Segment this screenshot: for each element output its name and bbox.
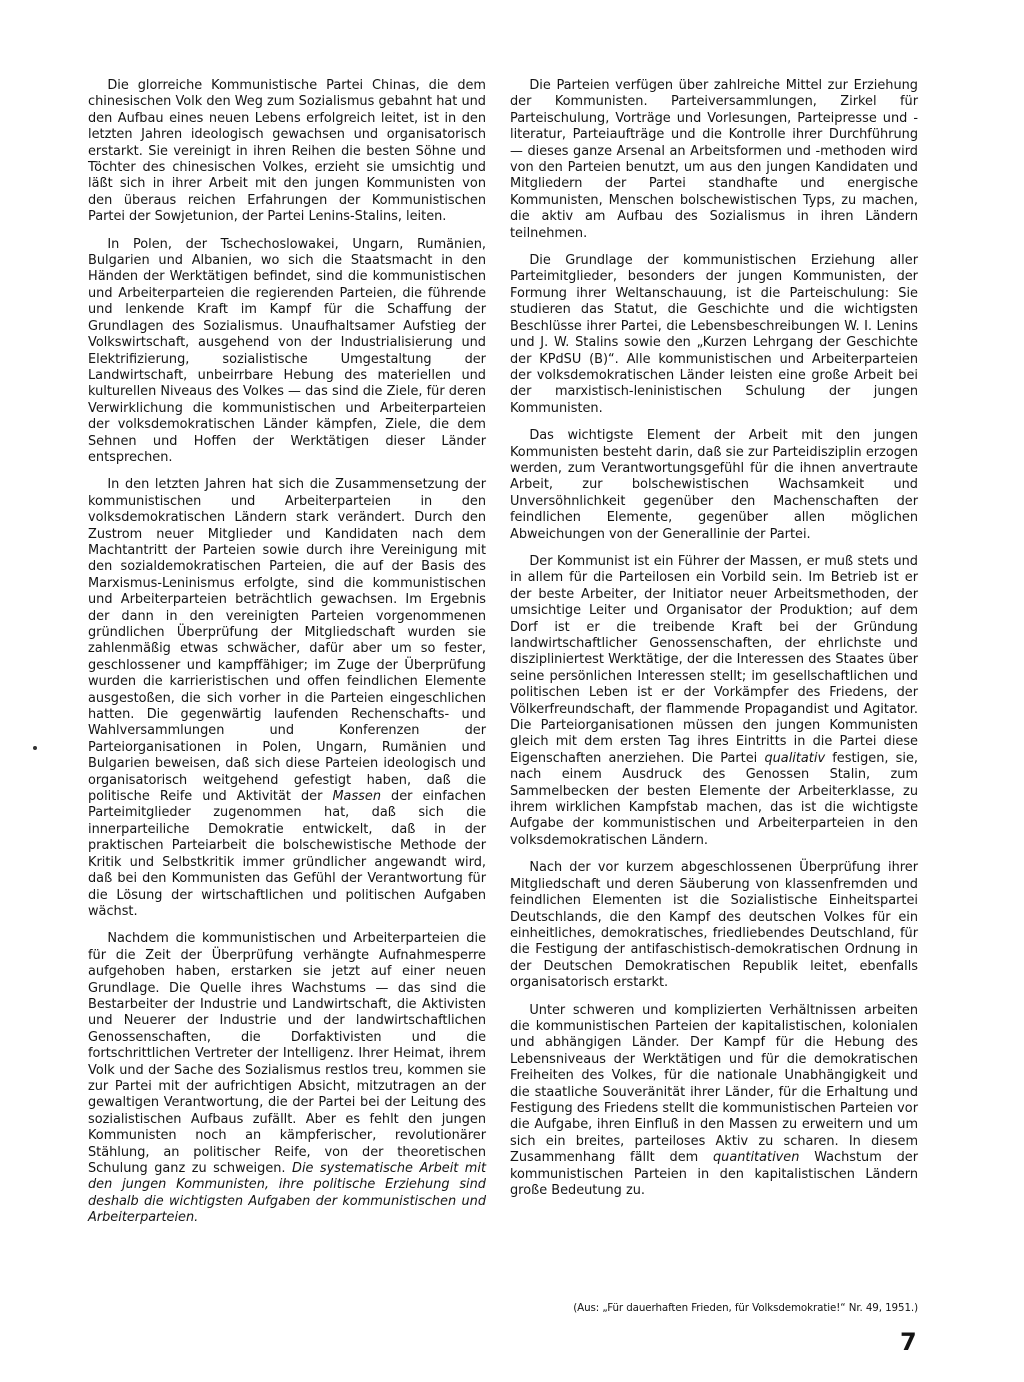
paragraph-text: festigen, sie, nach einem Ausdruck des Genossen Stalin, zum Sammelbecken der besten Elemente der Arbeiterklasse, zu ihrem wirklichen Kampfstab machen, das ist die wichtigste Aufgabe der kommunistischen und Arbeiterparteien in den volksdemokratischen Ländern. bbox=[510, 750, 918, 848]
paragraph-text: Nachdem die kommunistischen und Arbeiterparteien die für die Zeit der Überprüfung verhängte Aufnahmesperre aufgehoben haben, erstarken sie jetzt auf einer neuen Grundlage. Die Quelle ihres Wachstums — das sind die Bestarbeiter der Industrie und Landwirtschaft, die Aktivisten und Neuerer der Industrie und der landwirtschaftlichen Genossenschaften, die Dorfaktivisten und die fortschrittlichen Vertreter der Intelligenz. Ihrer Heimat, ihrem Volk und der Sache des Sozialismus restlos treu, kommen sie zur Partei mit der aufrichtigen Absicht, mitzutragen an der gewaltigen Verantwortung, die der Partei bei der Leitung des sozialistischen Aufbaus zufällt. Aber es fehlt den jungen Kommunisten noch an kämpferischer, revolutionärer Stählung, an politischer Reife, von der theoretischen Schulung ganz zu schweigen. bbox=[88, 931, 486, 1176]
paragraph: Das wichtigste Element der Arbeit mit den jungen Kommunisten besteht darin, daß sie zur Parteidisziplin erzogen werden, zum Verantwortungsgefühl für die ihnen anvertraute Arbeit, zur bolschewistischen Wachsamkeit und Unversöhnlichkeit gegenüber den Machenschaften der feindlichen Elemente, gegenüber allen möglichen Abweichungen von der Generallinie der Partei. bbox=[510, 428, 918, 542]
paragraph: Die Parteien verfügen über zahlreiche Mittel zur Erziehung der Kommunisten. Parteiversammlungen, Zirkel für Parteischulung, Vorträge und Vorlesungen, Parteipresse und -literatur, Parteiaufträge und die Kontrolle ihrer Durchführung — dieses ganze Arsenal an Arbeitsformen und -methoden wird von den Parteien benutzt, um aus den jungen Kandidaten und Mitgliedern der Partei standhafte und energische Kommunisten, Menschen bolschewistischen Typs, zu machen, die aktiv am Aufbau des Sozialismus in ihren Ländern teilnehmen. bbox=[510, 78, 918, 241]
emphasis-text: Die systematische Arbeit mit den jungen Kommunisten, ihre politische Erziehung sind deshalb die wichtigsten Aufgaben der kommunistischen und Arbeiterparteien. bbox=[88, 1161, 486, 1226]
paragraph bbox=[510, 554, 918, 849]
emphasis-text: quantitativen bbox=[713, 1150, 800, 1166]
paragraph bbox=[510, 1003, 918, 1200]
paragraph: In Polen, der Tschechoslowakei, Ungarn, Rumänien, Bulgarien und Albanien, wo sich die Staatsmacht in den Händen der Werktätigen befindet, sind die kommunistischen und Arbeiterparteien die regierenden Parteien, die führende und lenkende Kraft im Kampf für die Schaffung der Grundlagen des Sozialismus. Unaufhaltsamer Aufstieg der Volkswirtschaft, ausgehend von der Industrialisierung und Elektrifizierung, sozialistische Umgestaltung der Landwirtschaft, unbeirrbare Hebung des materiellen und kulturellen Niveaus des Volkes — das sind die Ziele, für deren Verwirklichung die kommunistischen und Arbeiterparteien der volksdemokratischen Länder kämpfen, Ziele, die dem Sehnen und Hoffen der Werktätigen dieser Länder entsprechen. bbox=[88, 236, 486, 465]
print-speck bbox=[33, 746, 37, 750]
paragraph bbox=[88, 931, 486, 1226]
emphasis-text: qualitativ bbox=[764, 750, 826, 766]
paragraph bbox=[88, 477, 486, 920]
source-citation: (Aus: „Für dauerhaften Frieden, für Volksdemokratie!“ Nr. 49, 1951.) bbox=[573, 1302, 918, 1314]
paragraph: Die Grundlage der kommunistischen Erziehung aller Parteimitglieder, besonders der jungen Kommunisten, der Formung ihrer Weltanschauung, ist die Parteischulung: Sie studieren das Statut, die Geschichte und die wichtigsten Beschlüsse ihrer Partei, die Lebensbeschreibungen W. I. Lenins und J. W. Stalins sowie den „Kurzen Lehrgang der Geschichte der KPdSU (B)“. Alle kommunistischen und Arbeiterparteien der volksdemokratischen Länder leisten eine große Arbeit bei der marxistisch-leninistischen Schulung der jungen Kommunisten. bbox=[510, 253, 918, 416]
paragraph-text: der einfachen Parteimitglieder zugenommen hat, daß sich die innerparteiliche Demokratie entwickelt, daß in der praktischen Parteiarbeit die bolschewistische Methode der Kritik und Selbstkritik immer gründlicher angewandt wird, daß bei den Kommunisten das Gefühl der Verantwortung für die Lösung der wirtschaftlichen und politischen Aufgaben wächst. bbox=[88, 789, 486, 919]
paragraph-text: In den letzten Jahren hat sich die Zusammensetzung der kommunistischen und Arbeiterparteien in den volksdemokratischen Ländern stark verändert. Durch den Zustrom neuer Mitglieder und Kandidaten nach dem Machtantritt der Parteien sowie durch ihre Vereinigung mit den sozialdemokratischen Parteien, die auf der Basis des Marxismus-Leninismus erfolgte, sind die kommunistischen und Arbeiterparteien beträchtlich gewachsen. Im Ergebnis der dann in den vereinigten Parteien vorgenommenen gründlichen Überprüfung der Mitgliedschaft wurden sie zahlenmäßig etwas schwächer, dafür aber um so fester, geschlossener und kampffähiger; im Zuge der Überprüfung wurden die karrieristischen und offen feindlichen Elemente ausgestoßen, die sich vorher in die Parteien eingeschlichen hatten. Die gegenwärtig laufenden Rechenschafts- und Wahlversammlungen und Konferenzen der Parteiorganisationen in Polen, Ungarn, Rumänien und Bulgarien beweisen, daß sich diese Parteien ideologisch und organisatorisch weitgehend gefestigt haben, daß die politische Reife und Aktivität der bbox=[88, 477, 486, 805]
paragraph: Die glorreiche Kommunistische Partei Chinas, die dem chinesischen Volk den Weg zum Sozialismus gebahnt hat und den Aufbau eines neuen Lebens erfolgreich leitet, ist in den letzten Jahren ideologisch gewachsen und organisatorisch erstarkt. Sie vereinigt in ihren Reihen die besten Söhne und Töchter des chinesischen Volkes, erzieht sie umsichtig und läßt sich in ihrer Arbeit mit den jungen Kommunisten von den überaus reichen Erfahrungen der Kommunistischen Partei der Sowjetunion, der Partei Lenins-Stalins, leiten. bbox=[88, 78, 486, 225]
left-column bbox=[88, 78, 486, 1238]
paragraph-text: Unter schweren und komplizierten Verhältnissen arbeiten die kommunistischen Parteien der kapitalistischen, kolonialen und abhängigen Länder. Der Kampf für die Hebung des Lebensniveaus der Werktätigen und für die demokratischen Freiheiten des Volkes, für die nationale Unabhängigkeit und die staatliche Souveränität ihrer Länder, für die Erhaltung und Festigung des Friedens stellt die kommunistischen Parteien vor die Aufgabe, ihren Einfluß in den Massen zu erweitern und um sich ein breites, parteiloses Aktiv zu scharen. In diesem Zusammenhang fällt dem bbox=[510, 1002, 918, 1166]
paragraph: Nach der vor kurzem abgeschlossenen Überprüfung ihrer Mitgliedschaft und deren Säuberung von klassenfremden und feindlichen Elementen ist die Sozialistische Einheitspartei Deutschlands, die den Kampf des deutschen Volkes für ein einheitliches, demokratisches, friedliebendes Deutschland, für die Festigung der antifaschistisch-demokratischen Ordnung in der Deutschen Demokratischen Republik leitet, ebenfalls organisatorisch erstarkt. bbox=[510, 860, 918, 991]
paragraph-text: Der Kommunist ist ein Führer der Massen, er muß stets und in allem für die Parteilosen ein Vorbild sein. Im Betrieb ist er der beste Arbeiter, der Initiator neuer Arbeitsmethoden, der umsichtige Leiter und Organisator der Produktion; auf dem Dorf ist er die treibende Kraft bei der Gründung landwirtschaftlicher Genossenschaften, der ehrlichste und diszipliniertest Werktätige, der die Interessen des Staates über seine persönlichen Interessen stellt; im gesellschaftlichen und politischen Leben ist er der Vorkämpfer des Friedens, der Völkerfreundschaft, der flammende Propagandist und Agitator. Die Parteiorganisationen müssen den jungen Kommunisten gleich mit dem ersten Tag ihres Eintritts in die Partei diese Eigenschaften anerziehen. Die Partei bbox=[510, 553, 918, 766]
paragraph-text: Wachstum der kommunistischen Parteien in den kapitalistischen Ländern große Bedeutung zu. bbox=[510, 1150, 918, 1198]
emphasis-text: Massen bbox=[332, 789, 381, 805]
page-number: 7 bbox=[900, 1328, 917, 1356]
right-column bbox=[510, 78, 918, 1210]
